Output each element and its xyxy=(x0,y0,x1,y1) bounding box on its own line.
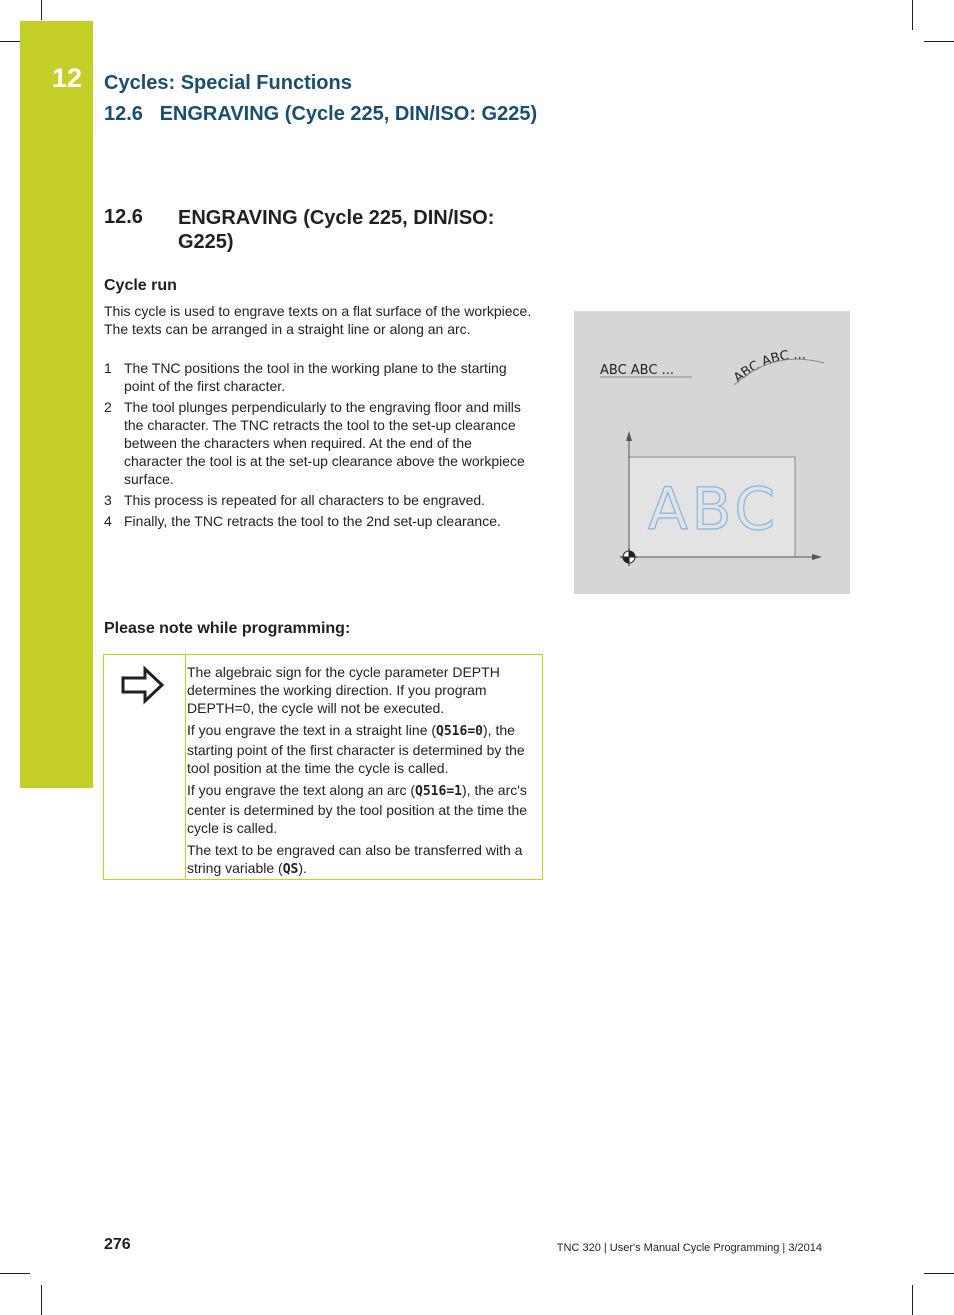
list-item: 2 The tool plunges perpendicularly to the engraving floor and mills the character. The TNC retracts the tool to the set-up clearance between the characters when required. At the end of the character the tool is at the set-up clearance above the workpiece surface. xyxy=(104,399,525,487)
crop-mark xyxy=(41,1285,42,1315)
crop-mark xyxy=(912,0,913,30)
page-number: 276 xyxy=(104,1236,131,1253)
list-item: 4 Finally, the TNC retracts the tool to the 2nd set-up clearance. xyxy=(104,513,501,529)
cycle-run-heading: Cycle run xyxy=(104,277,177,294)
list-item: 3 This process is repeated for all characters to be engraved. xyxy=(104,492,486,508)
engraving-diagram xyxy=(574,311,850,594)
crop-mark xyxy=(0,41,20,42)
crop-mark xyxy=(0,1273,30,1274)
footer-text: TNC 320 | User's Manual Cycle Programming | 3/2014 xyxy=(556,1242,822,1254)
section-title: ENGRAVING (Cycle 225, DIN/ISO: G225) xyxy=(178,207,495,253)
running-header-subtitle: 12.6 ENGRAVING (Cycle 225, DIN/ISO: G225) xyxy=(104,103,538,125)
running-header-title: Cycles: Special Functions xyxy=(104,72,352,94)
chapter-tab xyxy=(20,21,93,788)
straight-text-label: ABC ABC ... xyxy=(600,363,674,378)
x-axis-arrow xyxy=(812,554,822,560)
arc-text-path: ABC ABC ... xyxy=(731,347,807,386)
code-q516-0: Q516=0 xyxy=(436,724,483,739)
cycle-run-steps xyxy=(104,359,534,533)
y-axis-arrow xyxy=(626,431,632,441)
code-qs: QS xyxy=(282,862,299,877)
note-paragraph: If you engrave the text along an arc (Q516=1), the arc's center is determined by the tool position at the time the cycle is called. xyxy=(187,782,528,836)
crop-mark xyxy=(924,41,954,42)
engraved-text: ABC xyxy=(648,475,779,543)
note-paragraph: The algebraic sign for the cycle parameter DEPTH determines the working direction. If you program DEPTH=0, the cycle will not be executed. xyxy=(187,664,500,716)
note-paragraph: The text to be engraved can also be transferred with a string variable (QS). xyxy=(187,842,523,877)
note-content xyxy=(187,663,532,883)
arrow-right-icon xyxy=(120,665,166,705)
arc-text-label xyxy=(731,348,806,386)
list-item: 1 The TNC positions the tool in the working plane to the starting point of the first character. xyxy=(104,360,507,394)
crop-mark xyxy=(924,1273,954,1274)
note-divider xyxy=(185,655,186,879)
note-box xyxy=(103,654,543,880)
crop-mark xyxy=(41,0,42,20)
crop-mark xyxy=(912,1285,913,1315)
programming-heading: Please note while programming: xyxy=(104,620,351,637)
section-number: 12.6 xyxy=(104,206,143,228)
code-q516-1: Q516=1 xyxy=(415,784,462,799)
engraving-figure xyxy=(574,311,850,594)
chapter-number: 12 xyxy=(52,63,83,93)
cycle-run-intro: This cycle is used to engrave texts on a flat surface of the workpiece. The texts can be arranged in a straight line or along an arc. xyxy=(104,303,532,337)
note-paragraph: If you engrave the text in a straight line (Q516=0), the starting point of the first character is determined by the tool position at the time the cycle is called. xyxy=(187,722,525,776)
origin-quadrant xyxy=(623,557,629,563)
